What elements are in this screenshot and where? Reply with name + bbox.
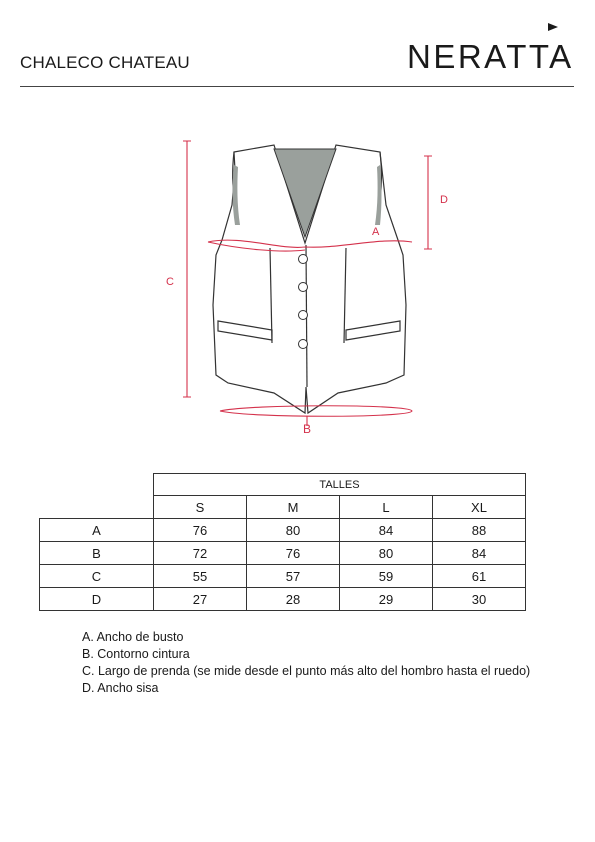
measurement-legend bbox=[82, 629, 530, 697]
table-cell: 57 bbox=[247, 565, 340, 588]
row-label: B bbox=[40, 542, 154, 565]
table-cell: 80 bbox=[247, 519, 340, 542]
table-row bbox=[40, 519, 526, 542]
table-cell: 88 bbox=[433, 519, 526, 542]
table-cell: 27 bbox=[154, 588, 247, 611]
size-header-l: L bbox=[340, 496, 433, 519]
table-row bbox=[40, 565, 526, 588]
size-header-s: S bbox=[154, 496, 247, 519]
row-label: D bbox=[40, 588, 154, 611]
legend-item-a: A. Ancho de busto bbox=[82, 630, 184, 644]
vest-armhole-lining-right bbox=[375, 165, 382, 225]
header-divider bbox=[20, 86, 574, 87]
table-cell: 61 bbox=[433, 565, 526, 588]
vest-lining bbox=[274, 149, 336, 237]
table-row bbox=[40, 588, 526, 611]
measure-a-label: A bbox=[372, 226, 380, 238]
legend-item-d: D. Ancho sisa bbox=[82, 681, 159, 695]
legend-item-c: C. Largo de prenda (se mide desde el punto más alto del hombro hasta el ruedo) bbox=[82, 664, 531, 678]
product-title: CHALECO CHATEAU bbox=[20, 53, 190, 72]
table-caption: TALLES bbox=[154, 474, 526, 496]
vest-measurement-diagram bbox=[150, 125, 470, 445]
measure-b-label: B bbox=[303, 422, 312, 436]
table-cell: 72 bbox=[154, 542, 247, 565]
row-label: C bbox=[40, 565, 154, 588]
measure-c-label: C bbox=[166, 276, 174, 288]
table-cell: 80 bbox=[340, 542, 433, 565]
table-cell: 84 bbox=[340, 519, 433, 542]
measure-a-line bbox=[208, 240, 412, 247]
button-icon bbox=[299, 311, 308, 320]
table-cell: 30 bbox=[433, 588, 526, 611]
button-icon bbox=[299, 340, 308, 349]
size-table bbox=[39, 473, 526, 611]
table-cell: 84 bbox=[433, 542, 526, 565]
measure-d-label: D bbox=[440, 194, 448, 206]
table-cell: 59 bbox=[340, 565, 433, 588]
table-row bbox=[40, 542, 526, 565]
table-cell: 76 bbox=[154, 519, 247, 542]
size-header-xl: XL bbox=[433, 496, 526, 519]
table-cell: 55 bbox=[154, 565, 247, 588]
table-cell: 29 bbox=[340, 588, 433, 611]
brand-logo: NERATTA bbox=[407, 38, 574, 75]
table-cell: 28 bbox=[247, 588, 340, 611]
size-header-m: M bbox=[247, 496, 340, 519]
table-cell: 76 bbox=[247, 542, 340, 565]
button-icon bbox=[299, 283, 308, 292]
button-icon bbox=[299, 255, 308, 264]
row-label: A bbox=[40, 519, 154, 542]
vest-armhole-lining bbox=[233, 165, 240, 225]
logo-flag-icon bbox=[547, 22, 559, 34]
legend-item-b: B. Contorno cintura bbox=[82, 647, 190, 661]
